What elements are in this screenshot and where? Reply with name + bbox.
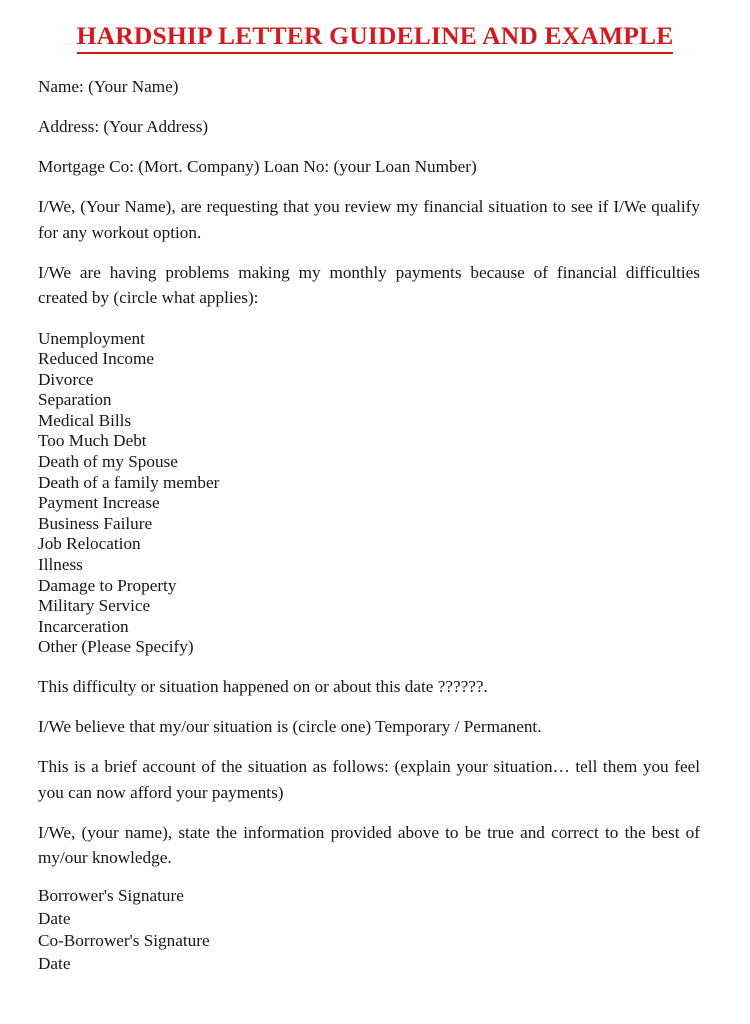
list-item[interactable]: Damage to Property [38, 575, 177, 595]
field-name-line: Name: (Your Name) [38, 77, 179, 96]
list-item[interactable]: Too Much Debt [38, 431, 147, 451]
list-item[interactable]: Illness [38, 555, 83, 575]
list-item[interactable]: Incarceration [38, 616, 129, 636]
list-item[interactable]: Divorce [38, 369, 94, 389]
field-mortgage-line: Mortgage Co: (Mort. Company) Loan No: (your Loan Number) [38, 157, 477, 176]
hardship-reasons-list [38, 329, 700, 659]
list-item[interactable]: Business Failure [38, 513, 153, 533]
list-item[interactable]: Separation [38, 390, 112, 410]
field-address-line: Address: (Your Address) [38, 117, 209, 136]
page-title-text: HARDSHIP LETTER GUIDELINE AND EXAMPLE [77, 21, 674, 54]
page-title [0, 21, 750, 54]
hardship-reasons-section [38, 329, 700, 659]
list-item[interactable]: Military Service [38, 596, 151, 616]
borrower-signature-label: Borrower's Signature [38, 886, 184, 905]
borrower-date-label: Date [38, 908, 71, 928]
list-item[interactable]: Payment Increase [38, 493, 160, 513]
list-item[interactable]: Unemployment [38, 328, 145, 348]
paragraph-problem: I/We are having problems making my monthly payments because of financial difficulties created by (circle what applies): [38, 262, 700, 307]
co-borrower-signature-label: Co-Borrower's Signature [38, 931, 210, 951]
co-borrower-date-label: Date [38, 953, 71, 973]
list-item[interactable]: Death of a family member [38, 472, 220, 492]
list-item[interactable]: Reduced Income [38, 349, 154, 369]
list-item[interactable]: Other (Please Specify) [38, 637, 194, 657]
document-body [38, 74, 700, 975]
list-item[interactable]: Death of my Spouse [38, 452, 178, 472]
list-item[interactable]: Medical Bills [38, 410, 132, 430]
list-item[interactable]: Job Relocation [38, 534, 141, 554]
paragraph-request: I/We, (Your Name), are requesting that you review my financial situation to see if I/We qualify for any workout option. [38, 197, 700, 242]
paragraph-temporary-permanent: I/We believe that my/our situation is (circle one) Temporary / Permanent. [38, 717, 542, 736]
signature-block [38, 885, 700, 975]
paragraph-attestation: I/We, (your name), state the information provided above to be true and correct to the best of my/our knowledge. [38, 822, 700, 867]
paragraph-date-happened: This difficulty or situation happened on or about this date ??????. [38, 677, 488, 696]
paragraph-brief-account: This is a brief account of the situation as follows: (explain your situation… tell them you feel you can now afford your payments) [38, 757, 700, 802]
